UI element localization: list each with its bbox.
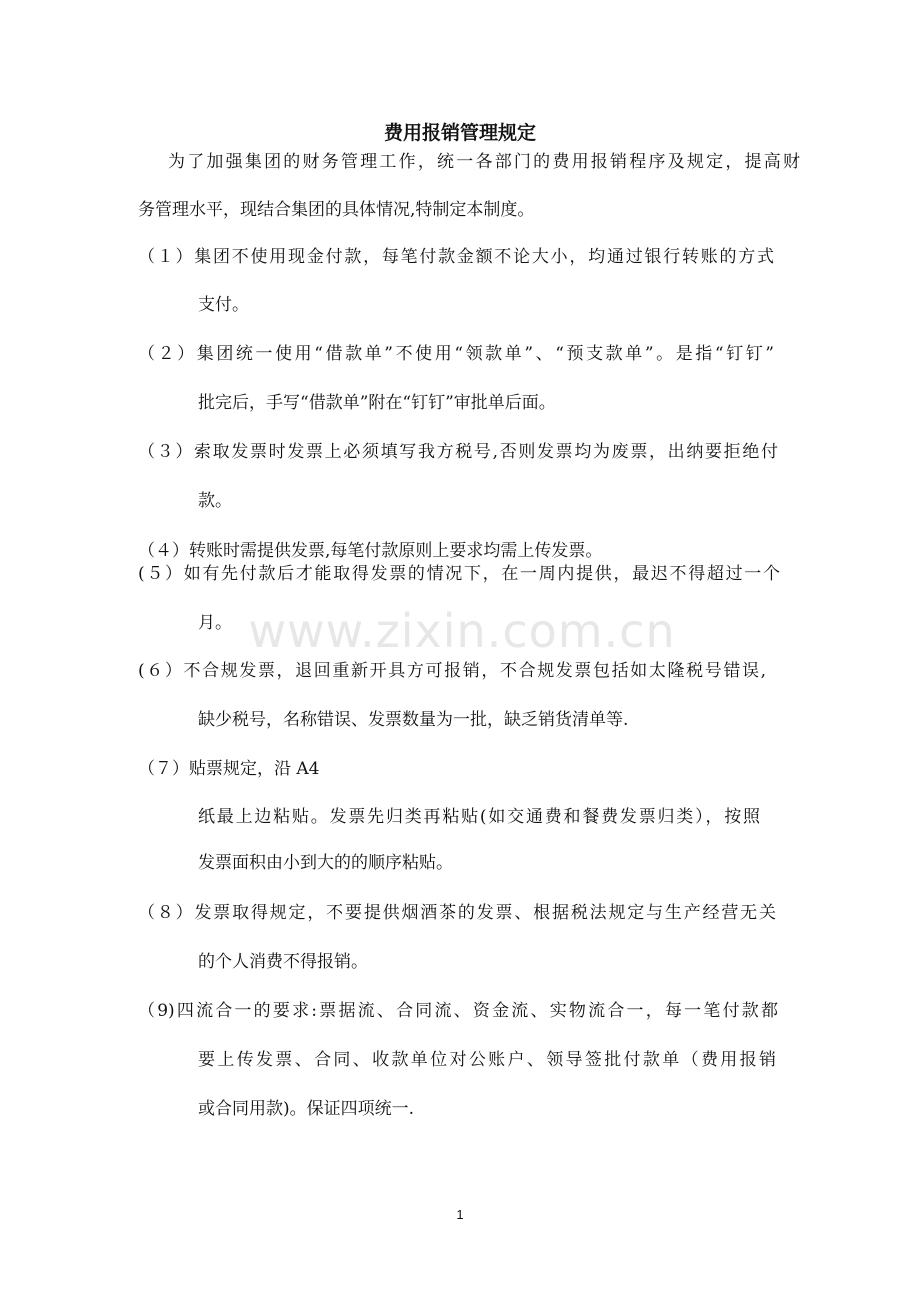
document-title: 费用报销管理规定 [383,122,536,144]
page-number: 1 [456,1207,464,1222]
item-3-line-2: 款。 [198,491,232,511]
intro-line-2: 务管理水平，现结合集团的具体情况,特制定本制度。 [138,200,535,220]
item-8-line-2: 的个人消费不得报销。 [198,952,368,972]
watermark: www.zixin.com.cn [248,604,676,658]
item-4-line-1: （４）转账时需提供发票,每笔付款原则上要求均需上传发票。 [138,541,603,561]
item-3-line-1: （３）索取发票时发票上必须填写我方税号,否则发票均为废票，出纳要拒绝付 [138,442,778,462]
item-9-line-2: 要上传发票、合同、收款单位对公账户、领导签批付款单（费用报销 [198,1050,776,1070]
item-2-line-2: 批完后，手写“借款单”附在“钉钉”审批单后面。 [198,393,556,413]
item-1-line-2: 支付。 [198,295,249,315]
item-6-line-1: (６）不合规发票，退回重新开具方可报销，不合规发票包括如太隆税号错误, [138,661,766,681]
intro-line-1: 为了加强集团的财务管理工作，统一各部门的费用报销程序及规定，提高财 [168,152,800,172]
item-8-line-1: （８）发票取得规定，不要提供烟酒茶的发票、根据税法规定与生产经营无关 [138,903,776,923]
item-7-line-2: 纸最上边粘贴。发票先归类再粘贴(如交通费和餐费发票归类），按照 [198,807,760,827]
item-5-line-2: 月。 [198,613,232,633]
item-2-line-1: （２）集团统一使用“借款单”不使用“领款单”、“预支款单”。是指“钉钉” [138,344,774,364]
item-1-line-1: （１）集团不使用现金付款，每笔付款金额不论大小，均通过银行转账的方式 [138,247,774,267]
item-7-line-3: 发票面积由小到大的的顺序粘贴。 [198,853,453,873]
item-9-line-1: （9)四流合一的要求:票据流、合同流、资金流、实物流合一，每一笔付款都 [138,1001,778,1021]
item-6-line-2: 缺少税号，名称错误、发票数量为一批，缺乏销货清单等. [198,710,629,730]
item-9-line-3: 或合同用款)。保证四项统一. [198,1099,415,1119]
item-7-line-1: （７）贴票规定，沿 A4 [138,759,320,779]
item-5-line-1: (５）如有先付款后才能取得发票的情况下，在一周内提供，最迟不得超过一个 [138,564,780,584]
